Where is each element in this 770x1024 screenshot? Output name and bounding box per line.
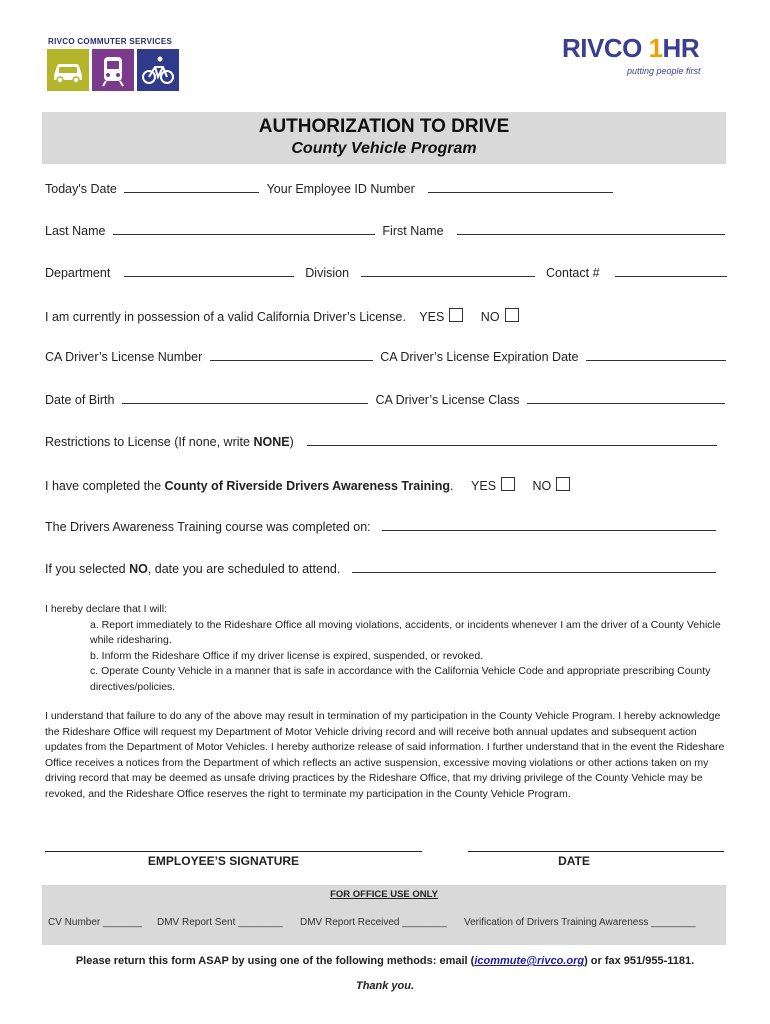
training-no-checkbox[interactable]: [556, 477, 570, 491]
restrictions-label: Restrictions to License (If none, write NONE): [45, 435, 294, 449]
training-yes-checkbox[interactable]: [501, 477, 515, 491]
email-link[interactable]: icommute@rivco.org: [474, 955, 585, 967]
license-class-label: CA Driver’s License Class: [375, 393, 520, 407]
license-class-field[interactable]: [527, 393, 725, 404]
license-number-field[interactable]: [210, 350, 373, 361]
cv-number-field: CV Number _______: [48, 917, 142, 928]
license-yes-label: YES: [419, 310, 445, 324]
date-signature-label: DATE: [558, 854, 590, 868]
first-name-field[interactable]: [457, 224, 725, 235]
scheduled-label: If you selected NO, date you are scheduled to attend.: [45, 562, 341, 576]
page-title: AUTHORIZATION TO DRIVE: [258, 116, 510, 137]
division-label: Division: [305, 266, 350, 280]
declaration-item-b: b. Inform the Rideshare Office if my driver license is expired, suspended, or revoked.: [90, 649, 484, 662]
declaration-item-a: a. Report immediately to the Rideshare Office all moving violations, accidents, or incidents whenever I am the driver of a County Vehicle while ridesharing.: [90, 618, 721, 647]
declaration-item-c: c. Operate County Vehicle in a manner that is safe in accordance with the California Vehicle Code and appropriate prescribing County directives/policies.: [90, 665, 711, 693]
verification-field: Verification of Drivers Training Awareness ________: [464, 917, 696, 928]
page-subtitle: County Vehicle Program: [291, 140, 477, 157]
license-possession-label: I am currently in possession of a valid California Driver’s License.: [45, 310, 406, 324]
declaration: [45, 602, 725, 696]
license-expiration-label: CA Driver’s License Expiration Date: [380, 350, 579, 364]
thank-you: Thank you.: [355, 980, 415, 992]
dob-label: Date of Birth: [45, 393, 115, 407]
todays-date-label: Today's Date: [45, 182, 117, 196]
train-icon: [92, 49, 134, 91]
dob-field[interactable]: [122, 393, 368, 404]
department-field[interactable]: [124, 266, 294, 277]
org-label: RIVCO COMMUTER SERVICES: [48, 37, 173, 46]
training-yes-label: YES: [471, 479, 497, 493]
last-name-label: Last Name: [45, 224, 106, 238]
training-no-label: NO: [532, 479, 552, 493]
training-completed-label: The Drivers Awareness Training course was completed on:: [45, 520, 371, 534]
office-use-title: FOR OFFICE USE ONLY: [330, 889, 438, 900]
license-no-label: NO: [480, 310, 500, 324]
declaration-intro: I hereby declare that I will:: [45, 603, 167, 615]
dmv-received-field: DMV Report Received ________: [300, 917, 447, 928]
employee-id-label: Your Employee ID Number: [266, 182, 415, 196]
todays-date-field[interactable]: [124, 182, 259, 193]
rivco-hr-logo: RIVCO 1HR: [562, 33, 700, 63]
training-label: I have completed the County of Riverside Drivers Awareness Training.: [45, 479, 454, 493]
brand-tagline: putting people first: [627, 66, 701, 76]
employee-signature-line[interactable]: [45, 851, 422, 852]
office-use-box: [42, 885, 726, 945]
contact-label: Contact #: [546, 266, 600, 280]
last-name-field[interactable]: [113, 224, 375, 235]
license-yes-checkbox[interactable]: [449, 308, 463, 322]
department-label: Department: [45, 266, 111, 280]
restrictions-field[interactable]: [307, 435, 717, 446]
declaration-paragraph: I understand that failure to do any of the above may result in termination of my participation in the County Vehicle Program. I hereby acknowledge the Rideshare Office will request my Department of Motor Vehicle driving record and will receive both annual updates and subsequent action updates from the Department of Motor Vehicles. I hereby authorize release of said information. I further understand that in the event the Rideshare Office receives a notices from the Department of which reflects an active suspension, excessive moving violations or other actions taken on my driving record that may be deemed as unsafe driving practices by the Rideshare Office, that my driving privilege of the County Vehicle may be revoked, and the Rideshare Office reserves the right to terminate my participation in the County Vehicle Program.: [45, 710, 725, 800]
first-name-label: First Name: [382, 224, 444, 238]
employee-id-field[interactable]: [428, 182, 613, 193]
license-no-checkbox[interactable]: [505, 308, 519, 322]
license-number-label: CA Driver’s License Number: [45, 350, 203, 364]
bicycle-icon: [137, 49, 179, 91]
car-icon: [47, 49, 89, 91]
training-completed-field[interactable]: [382, 520, 716, 531]
dmv-sent-field: DMV Report Sent ________: [157, 917, 283, 928]
contact-field[interactable]: [615, 266, 727, 277]
division-field[interactable]: [361, 266, 535, 277]
title-banner: [42, 112, 726, 164]
employee-signature-label: EMPLOYEE’S SIGNATURE: [147, 854, 300, 868]
license-expiration-field[interactable]: [586, 350, 726, 361]
return-instructions: Please return this form ASAP by using one of the following methods: email (icommute@rivco.org) or fax 951/955-1181.: [75, 955, 695, 967]
scheduled-field[interactable]: [352, 562, 716, 573]
date-signature-line[interactable]: [468, 851, 724, 852]
